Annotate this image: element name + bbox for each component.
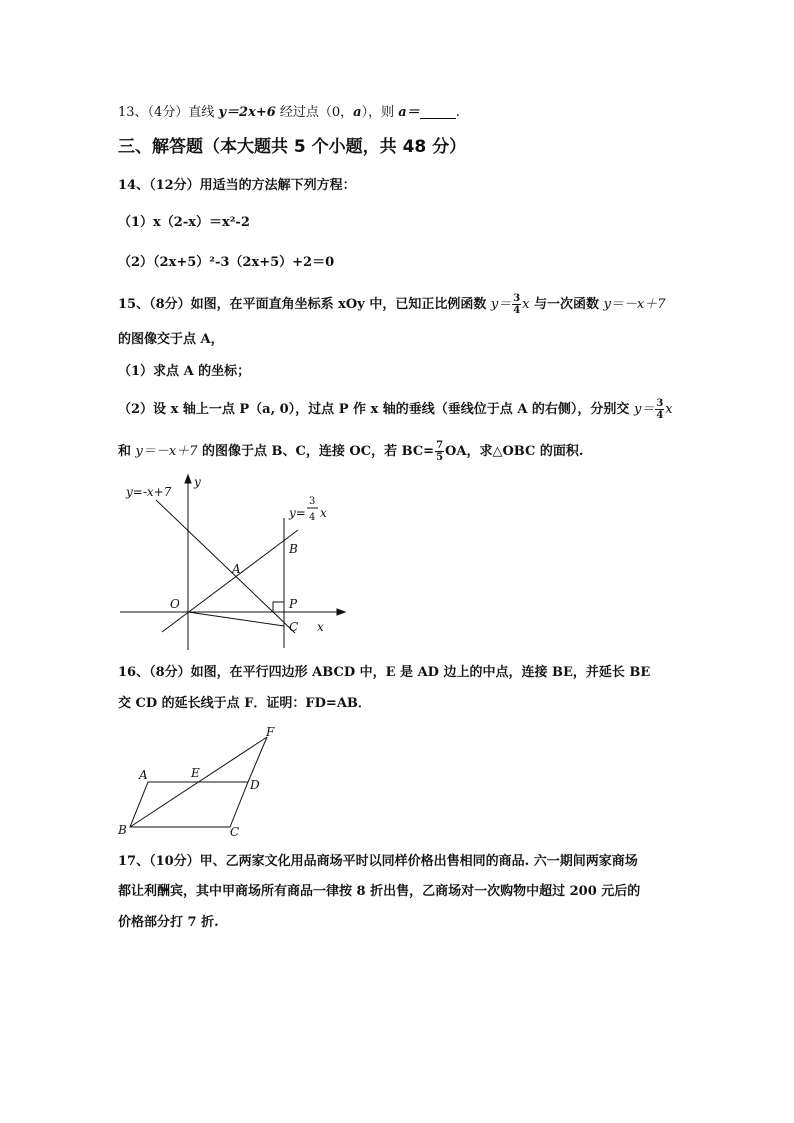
q15-label-A: A bbox=[232, 562, 241, 576]
q15-p3-den: 5 bbox=[436, 452, 444, 463]
q15-label-C: C bbox=[289, 620, 299, 634]
q16-label-B: B bbox=[118, 823, 127, 837]
q13-number: 13、（4分） bbox=[118, 105, 189, 120]
q15-part-2-text: （2）设 x 轴上一点 P（a, 0），过点 P 作 x 轴的垂线（垂线位于点 A 的右侧），分别交 bbox=[118, 402, 634, 417]
q13-var-a: a bbox=[353, 105, 362, 120]
q15-label-x: x bbox=[317, 620, 324, 634]
q15-p3-text: 的图像于点 B、C，连接 OC，若 BC= bbox=[197, 444, 435, 459]
q13-text-c: ），则 bbox=[361, 105, 399, 120]
q15-x-arrow bbox=[337, 609, 345, 615]
q16-line-2: 交 CD 的延长线于点 F．证明：FD=AB． bbox=[118, 696, 371, 711]
q15-label-O: O bbox=[170, 597, 180, 611]
q15-func2: y＝－x＋7 bbox=[603, 297, 666, 312]
q16-line-1: 16、（8分）如图，在平行四边形 ABCD 中，E 是 AD 边上的中点，连接 BE，并延长 BE bbox=[118, 665, 651, 680]
q15-label-line-pos-x: x bbox=[320, 506, 327, 520]
q15-p2-den: 4 bbox=[656, 410, 664, 421]
q17-line-2: 都让利酬宾，其中甲商场所有商品一律按 8 折出售，乙商场对一次购物中超过 200 元后的 bbox=[118, 884, 641, 899]
q15-func1-num: 3 bbox=[513, 293, 521, 304]
q15-p2-num: 3 bbox=[656, 398, 664, 409]
q15-label-y: y bbox=[194, 475, 201, 489]
q15-part-1: （1）求点 A 的坐标； bbox=[118, 364, 251, 379]
q16-label-C: C bbox=[230, 825, 240, 839]
q15-line-2: 的图像交于点 A， bbox=[118, 332, 224, 347]
q16-label-E: E bbox=[191, 766, 200, 780]
q15-label-B: B bbox=[289, 542, 298, 556]
q14-header: 14、（12分）用适当的方法解下列方程： bbox=[118, 178, 356, 193]
q15-intro-b: 与一次函数 bbox=[529, 297, 604, 312]
q15-intro: 15、（8分）如图，在平面直角坐标系 xOy 中，已知正比例函数 bbox=[118, 297, 491, 312]
q15-label-line-pos-den: 4 bbox=[309, 512, 316, 523]
q15-right-angle bbox=[273, 602, 284, 612]
q16-figure bbox=[117, 725, 275, 839]
q15-label-line-neg: y=-x+7 bbox=[126, 485, 172, 499]
q14-equation-1: （1）x（2-x）＝x²-2 bbox=[118, 215, 250, 230]
q15-func1-x: x bbox=[522, 297, 530, 312]
q15-p3-end: OA，求△OBC 的面积. bbox=[445, 444, 584, 459]
q13-text-a: 直线 bbox=[188, 105, 219, 120]
q15-line-neg bbox=[156, 500, 295, 633]
q15-func1-y: y＝ bbox=[490, 297, 512, 312]
q13-text-b: 经过点（0， bbox=[275, 105, 354, 120]
q15-p2-y: y＝ bbox=[633, 402, 655, 417]
q16-label-D: D bbox=[250, 778, 260, 792]
q16-label-F: F bbox=[266, 725, 275, 739]
q13-equation: y＝2x+6 bbox=[218, 105, 276, 120]
q13-answer-label: a＝ bbox=[398, 105, 420, 120]
q15-y-arrow bbox=[185, 475, 191, 483]
section-3-title: 三、解答题（本大题共 5 个小题，共 48 分） bbox=[118, 137, 467, 157]
q14-equation-2: （2）（2x+5）²-3（2x+5）+2＝0 bbox=[118, 255, 335, 270]
q13-end: . bbox=[455, 105, 460, 120]
q15-segment-oc bbox=[188, 612, 284, 626]
q17-line-1: 17、（10分）甲、乙两家文化用品商场平时以同样价格出售相同的商品. 六一期间两家商场 bbox=[118, 854, 638, 869]
q15-label-line-pos-num: 3 bbox=[309, 496, 316, 507]
q15-label-P: P bbox=[289, 597, 298, 611]
q16-label-A: A bbox=[139, 768, 148, 782]
q15-p2-x: x bbox=[665, 402, 673, 417]
q15-label-line-pos-y: y= bbox=[289, 506, 306, 520]
q17-line-3: 价格部分打 7 折. bbox=[118, 915, 219, 930]
q15-p3-eq: y＝－x＋7 bbox=[135, 444, 198, 459]
q15-p3-num: 7 bbox=[436, 440, 444, 451]
q15-p3-and: 和 bbox=[118, 444, 136, 459]
q15-func1-den: 4 bbox=[513, 305, 521, 316]
